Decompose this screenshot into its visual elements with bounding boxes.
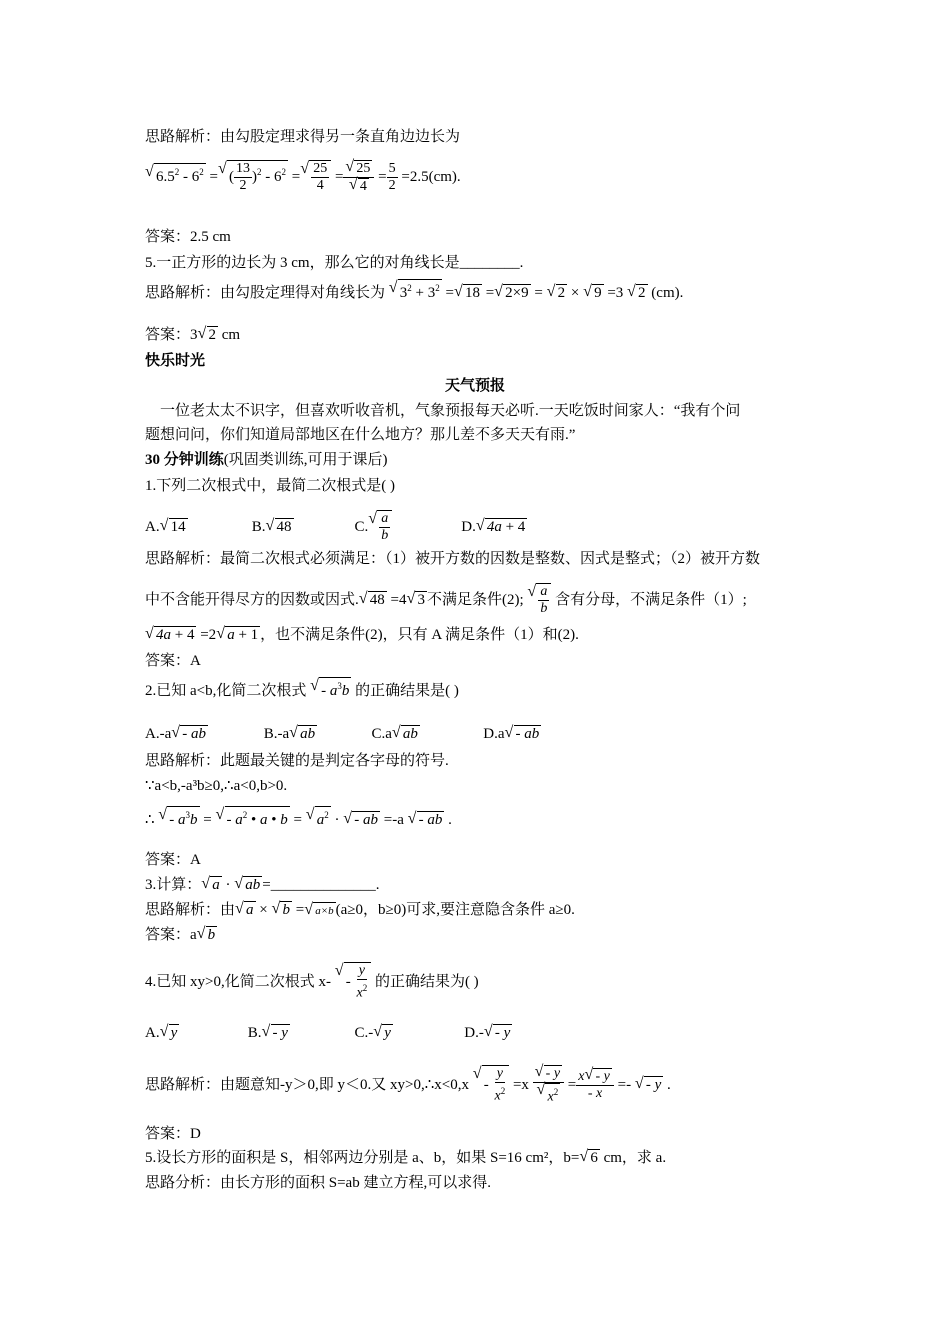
analysis-line: ∵a<b,-a³b≥0,∴a<0,b>0. xyxy=(145,778,288,794)
answer-prefix: 答案：3 xyxy=(145,327,198,343)
answer-line: 答案：D xyxy=(145,1126,201,1142)
formula-line: √ $6.5^2 - 6^2$ =√ ( $\frac{13}{2}$ )$^2 - 6^2$ = √ $\frac{25}{4}$ = √ 25 √ 4 = $\frac{5}{2}$ =2.5(cm). xyxy=(145,160,461,195)
section-note: (巩固类训练,可用于课后) xyxy=(223,452,388,468)
options-line: A.-a√ - ab B.-a√ ab C.a√ ab D.a√ - ab xyxy=(145,724,541,744)
question-line: 5.设长方形的面积是 S，相邻两边分别是 a、b，如果 S=16 cm²，b=√ 6 cm，求 a. xyxy=(145,1148,666,1168)
analysis-line: 思路解析：由勾股定理得对角线长为 √ $3^2 + 3^2$ =√ 18 =√ 2×9 = √ 2 × √ 9 =3 √ 2 (cm). xyxy=(145,279,683,303)
question-text: 3.计算： xyxy=(145,877,202,893)
analysis-line: 思路解析：此题最关键的是判定各字母的符号. xyxy=(145,753,449,769)
therefore-symbol: ∴ xyxy=(145,812,155,828)
answer-line: 答案：a√ b xyxy=(145,925,217,945)
option-c: C.a xyxy=(371,726,392,742)
question-text: cm，求 a. xyxy=(603,1150,667,1166)
question-line: 2.已知 a<b,化简二次根式 √ - $a^3b$ 的正确结果是( ) xyxy=(145,677,459,701)
answer-text: 答案：a xyxy=(145,927,197,943)
option-a: A.-a xyxy=(145,726,172,742)
analysis-text: 思路解析：由题意知-y＞0,即 y＜0.又 xy>0,∴x<0,x xyxy=(145,1076,469,1093)
section-heading xyxy=(145,450,388,470)
options-line: A.√ 14 B.√ 48 C. √ $\frac{a}{b}$ D.√ 4a + 4 xyxy=(145,510,527,544)
section-heading: 快乐时光 xyxy=(145,353,206,369)
question-line: 4.已知 xy>0,化简二次根式 x- √ - $\frac{y}{x^2}$ 的正确结果为( ) xyxy=(145,962,479,1002)
story-text: 题想问问，你们知道局部地区在什么地方？那儿差不多天天有雨.” xyxy=(145,427,576,443)
answer-line: 答案：A xyxy=(145,852,201,868)
question-text: 5.设长方形的面积是 S，相邻两边分别是 a、b，如果 S=16 cm²，b= xyxy=(145,1150,580,1166)
analysis-text: 中不含能开得尽方的因数或因式. xyxy=(145,591,359,608)
analysis-line: √ 4a + 4 =2√ a + 1 ，也不满足条件(2)，只有 A 满足条件（1）和(2). xyxy=(145,625,579,645)
question-line: 5.一正方形的边长为 3 cm，那么它的对角线长是________. xyxy=(145,255,524,271)
analysis-prefix: 思路解析：由勾股定理得对角线长为 xyxy=(145,285,386,301)
analysis-text: ，也不满足条件(2)，只有 A 满足条件（1）和(2). xyxy=(260,627,579,643)
options-line: A.√ y B.√ - y C.-√ y D.-√ - y xyxy=(145,1023,512,1043)
question-blank: =______________. xyxy=(262,877,380,893)
question-line: 3.计算：√ a · √ ab =______________. xyxy=(145,875,379,895)
option-c: C.- xyxy=(354,1025,374,1041)
answer-line: 答案：3√ 2 cm xyxy=(145,325,240,345)
question-text: 2.已知 a<b,化简二次根式 xyxy=(145,683,307,699)
analysis-line: 中不含能开得尽方的因数或因式.√ 48 =4√ 3 不满足条件(2); √ $\frac{a}{b}$ 含有分母，不满足条件（1）; xyxy=(145,583,747,617)
analysis-text: 思路解析：由 xyxy=(145,902,236,918)
answer-line: 答案：2.5 cm xyxy=(145,229,231,245)
section-title: 30 分钟训练 xyxy=(145,452,224,468)
option-b: B. xyxy=(247,1025,262,1041)
option-d: D. xyxy=(461,518,476,535)
option-d: D.- xyxy=(464,1025,484,1041)
analysis-text: (a≥0，b≥0)可求,要注意隐含条件 a≥0. xyxy=(335,902,575,918)
analysis-line: 思路分析：由长方形的面积 S=ab 建立方程,可以求得. xyxy=(145,1175,491,1191)
option-a: A. xyxy=(145,1025,160,1041)
question-line: 1.下列二次根式中，最简二次根式是( ) xyxy=(145,478,395,494)
question-text: 的正确结果为( ) xyxy=(374,973,479,990)
formula-line: ∴ √ - $a^3b$ = √ - $a^2$ • a • b = √ $a^2$ · √ - ab =-a √ - ab . xyxy=(145,806,452,830)
answer-line: 答案：A xyxy=(145,653,201,669)
question-text: 4.已知 xy>0,化简二次根式 x- xyxy=(145,973,331,990)
option-c: C. xyxy=(354,518,369,535)
text-line: 思路解析：由勾股定理求得另一条直角边边长为 xyxy=(145,129,461,145)
story-title: 天气预报 xyxy=(444,378,505,394)
option-a: A. xyxy=(145,518,160,535)
result-text: =2.5(cm). xyxy=(401,168,461,185)
option-b: B.-a xyxy=(263,726,290,742)
analysis-line: 思路解析：最简二次根式必须满足：（1）被开方数的因数是整数、因式是整式；（2）被开方数 xyxy=(145,551,761,567)
answer-unit: cm xyxy=(221,327,241,343)
analysis-line: 思路解析：由√ a × √ b =√ a×b (a≥0，b≥0)可求,要注意隐含条件 a≥0. xyxy=(145,900,575,921)
analysis-text: 含有分母，不满足条件（1）; xyxy=(555,591,747,608)
analysis-line: 思路解析：由题意知-y＞0,即 y＜0.又 xy>0,∴x<0,x √ - $\frac{y}{x^2}$ =x √ - y √ $x^2$ = $\frac{x√ - y}{- x}$ =- √ - y . xyxy=(145,1065,671,1106)
option-b: B. xyxy=(251,518,266,535)
option-d: D.a xyxy=(483,726,505,742)
analysis-text: 不满足条件(2); xyxy=(426,591,524,608)
question-text: 的正确结果是( ) xyxy=(355,683,459,699)
story-text: 一位老太太不识字，但喜欢听收音机，气象预报每天必听.一天吃饭时间家人：“我有个问 xyxy=(160,403,741,419)
analysis-suffix: (cm). xyxy=(651,285,684,301)
